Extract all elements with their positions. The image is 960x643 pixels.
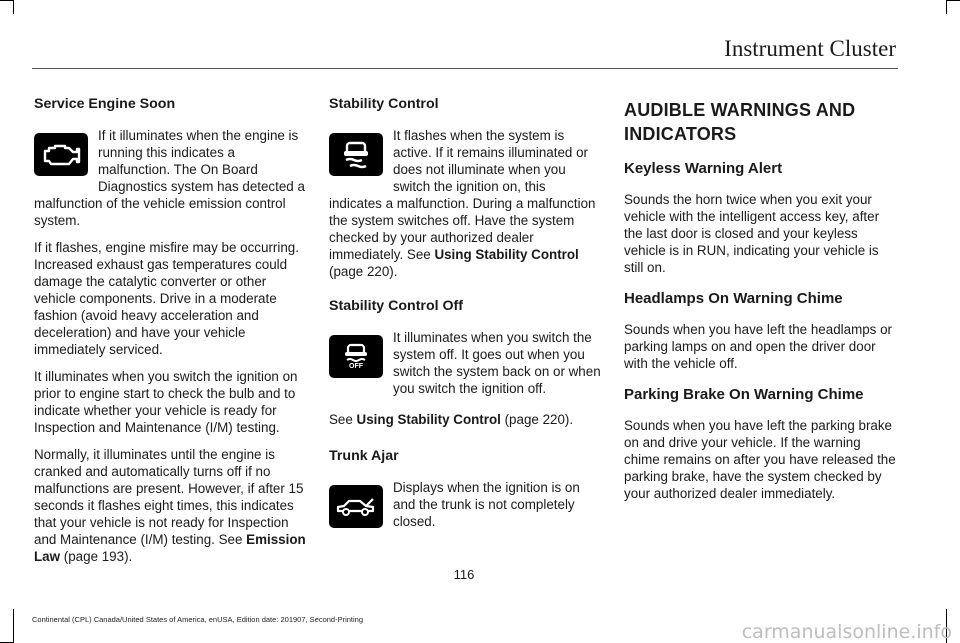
link-emission-law[interactable]: Emission Law	[34, 532, 306, 564]
crop-mark	[0, 0, 14, 1]
paragraph: If it flashes, engine misfire may be occurring. Increased exhaust gas temperatures could damage the catalytic converter or other vehicle components. Drive in a moderate fashion (avoid heavy acceleration and deceleration) and have your vehicle immediately serviced.	[34, 240, 299, 357]
paragraph: It illuminates when you switch the ignition on prior to engine start to check the bulb and to indicate whether your vehicle is ready for Inspection and Maintenance (I/M) testing.	[34, 369, 298, 435]
crop-mark	[946, 0, 960, 1]
paragraph: Displays when the ignition is on and the trunk is not completely closed.	[393, 480, 580, 529]
watermark: carmanualsonline.info	[741, 621, 952, 643]
paragraph-text: It flashes when the system is active. If it remains illuminated or does not illuminate when you switch the ignition on, this indicates a malfunction. During a malfunction the system switches off. Have the system checked by your authorized dealer immediately. See	[329, 128, 596, 262]
column-left	[34, 96, 306, 575]
page-ref: (page 193).	[60, 549, 133, 564]
paragraph	[34, 446, 306, 565]
heading-stability-control-off: Stability Control Off	[329, 298, 463, 314]
engine-icon	[34, 133, 88, 176]
column-middle	[329, 96, 601, 540]
heading-keyless-warning: Keyless Warning Alert	[624, 160, 783, 177]
link-using-stability-control[interactable]: Using Stability Control	[434, 247, 579, 262]
heading-service-engine-soon: Service Engine Soon	[34, 96, 176, 112]
stability-control-off-icon	[329, 335, 383, 378]
paragraph	[329, 411, 601, 428]
page-ref: (page 220).	[329, 264, 398, 279]
trunk-ajar-icon	[329, 485, 383, 528]
paragraph: Sounds when you have left the parking brake on and drive your vehicle. If the warning chime remains on after you have released the parking brake, have the system checked by your authorized dealer immediately.	[624, 418, 896, 501]
edition-footer: Continental (CPL) Canada/United States of America, enUSA, Edition date: 201907, Second-Printing	[32, 615, 364, 624]
page-ref: (page 220).	[500, 412, 574, 427]
page-number: 116	[453, 567, 475, 582]
crop-mark	[946, 0, 947, 14]
paragraph: It illuminates when you switch the system off. It goes out when you switch the system back on or when you switch the ignition off.	[393, 330, 601, 396]
heading-headlamps-chime: Headlamps On Warning Chime	[624, 290, 843, 307]
header-divider	[32, 68, 898, 69]
heading-trunk-ajar: Trunk Ajar	[329, 448, 399, 464]
stability-control-icon	[329, 133, 383, 176]
paragraph: If it illuminates when the engine is running this indicates a malfunction. The On Board Diagnostics system has detected a malfunction of the vehicle emission control system.	[34, 128, 305, 228]
paragraph-text: Normally, it illuminates until the engine is cranked and automatically turns off if no malfunctions are present. However, if after 15 seconds it flashes eight times, this indicates that your vehicle is not ready for Inspection and Maintenance (I/M) testing. See	[34, 447, 304, 547]
paragraph: Sounds when you have left the headlamps or parking lamps on and open the driver door with the vehicle off.	[624, 322, 892, 371]
crop-mark	[13, 0, 14, 14]
heading-audible-warnings: AUDIBLE WARNINGS AND INDICATORS	[624, 100, 856, 144]
paragraph: Sounds the horn twice when you exit your vehicle with the intelligent access key, after the last door is closed and your keyless vehicle is in RUN, indicating your vehicle is still on.	[624, 192, 880, 275]
heading-stability-control: Stability Control	[329, 96, 439, 112]
crop-mark	[13, 609, 14, 643]
column-right	[624, 96, 896, 512]
paragraph-text: See	[329, 412, 357, 427]
off-label: OFF	[349, 362, 363, 370]
link-using-stability-control[interactable]: Using Stability Control	[356, 412, 501, 427]
heading-parking-brake-chime: Parking Brake On Warning Chime	[624, 386, 864, 403]
page-title: Instrument Cluster	[724, 36, 896, 61]
